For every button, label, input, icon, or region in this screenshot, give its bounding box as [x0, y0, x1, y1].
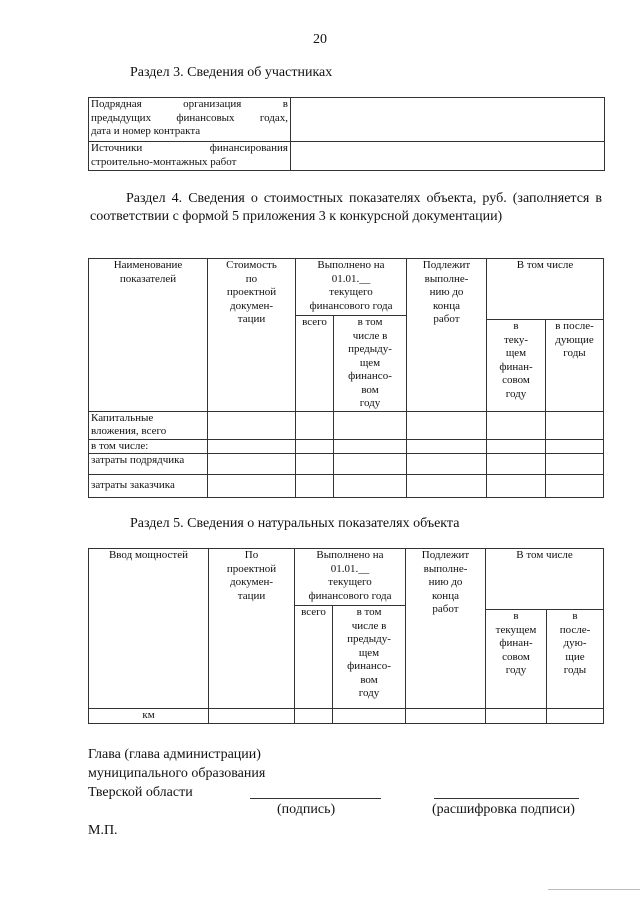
table-row: [89, 454, 604, 475]
table-row: [89, 411, 604, 439]
page-edge-line: [548, 889, 640, 890]
section3-table: [88, 97, 605, 171]
section5-title: Раздел 5. Сведения о натуральных показателях объекта: [130, 516, 460, 531]
section4-table: [88, 258, 604, 498]
table-row: [89, 709, 604, 724]
s4-header-total: всего: [296, 316, 334, 412]
s5-header-name: Ввод мощностей: [89, 549, 209, 709]
signature-title: Глава (глава администрации) муниципального образования Тверской области: [88, 747, 266, 800]
s5-header-prev: в том числе в предыду- щем финансо- вом году: [333, 606, 406, 709]
s5-header-current-year: в текущем финан- совом году: [486, 610, 547, 709]
s5-header-remaining: Подлежит выполне- нию до конца работ: [406, 549, 486, 709]
table-row: [89, 439, 604, 454]
s5-header-next-years: в после- дую- щие годы: [547, 610, 604, 709]
s4-header-remaining: Подлежит выполне- нию до конца работ: [407, 259, 487, 412]
s5-header-done: Выполнено на 01.01.__ текущего финансового года: [295, 549, 406, 606]
section3-title: Раздел 3. Сведения об участниках: [130, 65, 333, 80]
s4-row-label: Капитальные вложения, всего: [89, 411, 208, 439]
s4-header-including: В том числе: [487, 259, 604, 320]
s4-row-label: затраты подрядчика: [89, 454, 208, 475]
s4-row-label: в том числе:: [89, 439, 208, 454]
s5-unit-km: км: [89, 709, 209, 724]
section3-cell-sources-value[interactable]: [291, 142, 605, 171]
s4-header-current-year: в теку- щем финан- совом году: [487, 320, 546, 411]
table-row: [89, 475, 604, 498]
section3-row-contractor: Подрядная организация в предыдущих финансовых годах, дата и номер контракта: [89, 98, 291, 142]
s4-header-next-years: в после- дующие годы: [546, 320, 604, 411]
section5-table: [88, 548, 604, 724]
s4-header-name: Наименование показателей: [89, 259, 208, 412]
page-number: 20: [313, 32, 327, 47]
s5-header-total: всего: [295, 606, 333, 709]
s5-header-including: В том числе: [486, 549, 604, 610]
stamp-label: М.П.: [88, 823, 118, 838]
s4-header-done: Выполнено на 01.01.__ текущего финансового года: [296, 259, 407, 316]
s4-header-cost: Стоимость по проектной докумен- тации: [208, 259, 296, 412]
decode-line[interactable]: [434, 798, 579, 799]
section4-title: Раздел 4. Сведения о стоимостных показателях объекта, руб. (заполняется в соответствии с формой 5 приложения 3 к конкурсной документации): [90, 191, 603, 224]
s4-header-prev: в том числе в предыду- щем финансо- вом году: [334, 316, 407, 412]
s5-header-project: По проектной докумен- тации: [209, 549, 295, 709]
decode-label: (расшифровка подписи): [432, 802, 575, 817]
section3-cell-contractor-value[interactable]: [291, 98, 605, 142]
s4-row-label: затраты заказчика: [89, 475, 208, 498]
section3-row-sources: Источники финансирования строительно-монтажных работ: [89, 142, 291, 171]
signature-label: (подпись): [277, 802, 336, 817]
signature-line[interactable]: [250, 798, 381, 799]
